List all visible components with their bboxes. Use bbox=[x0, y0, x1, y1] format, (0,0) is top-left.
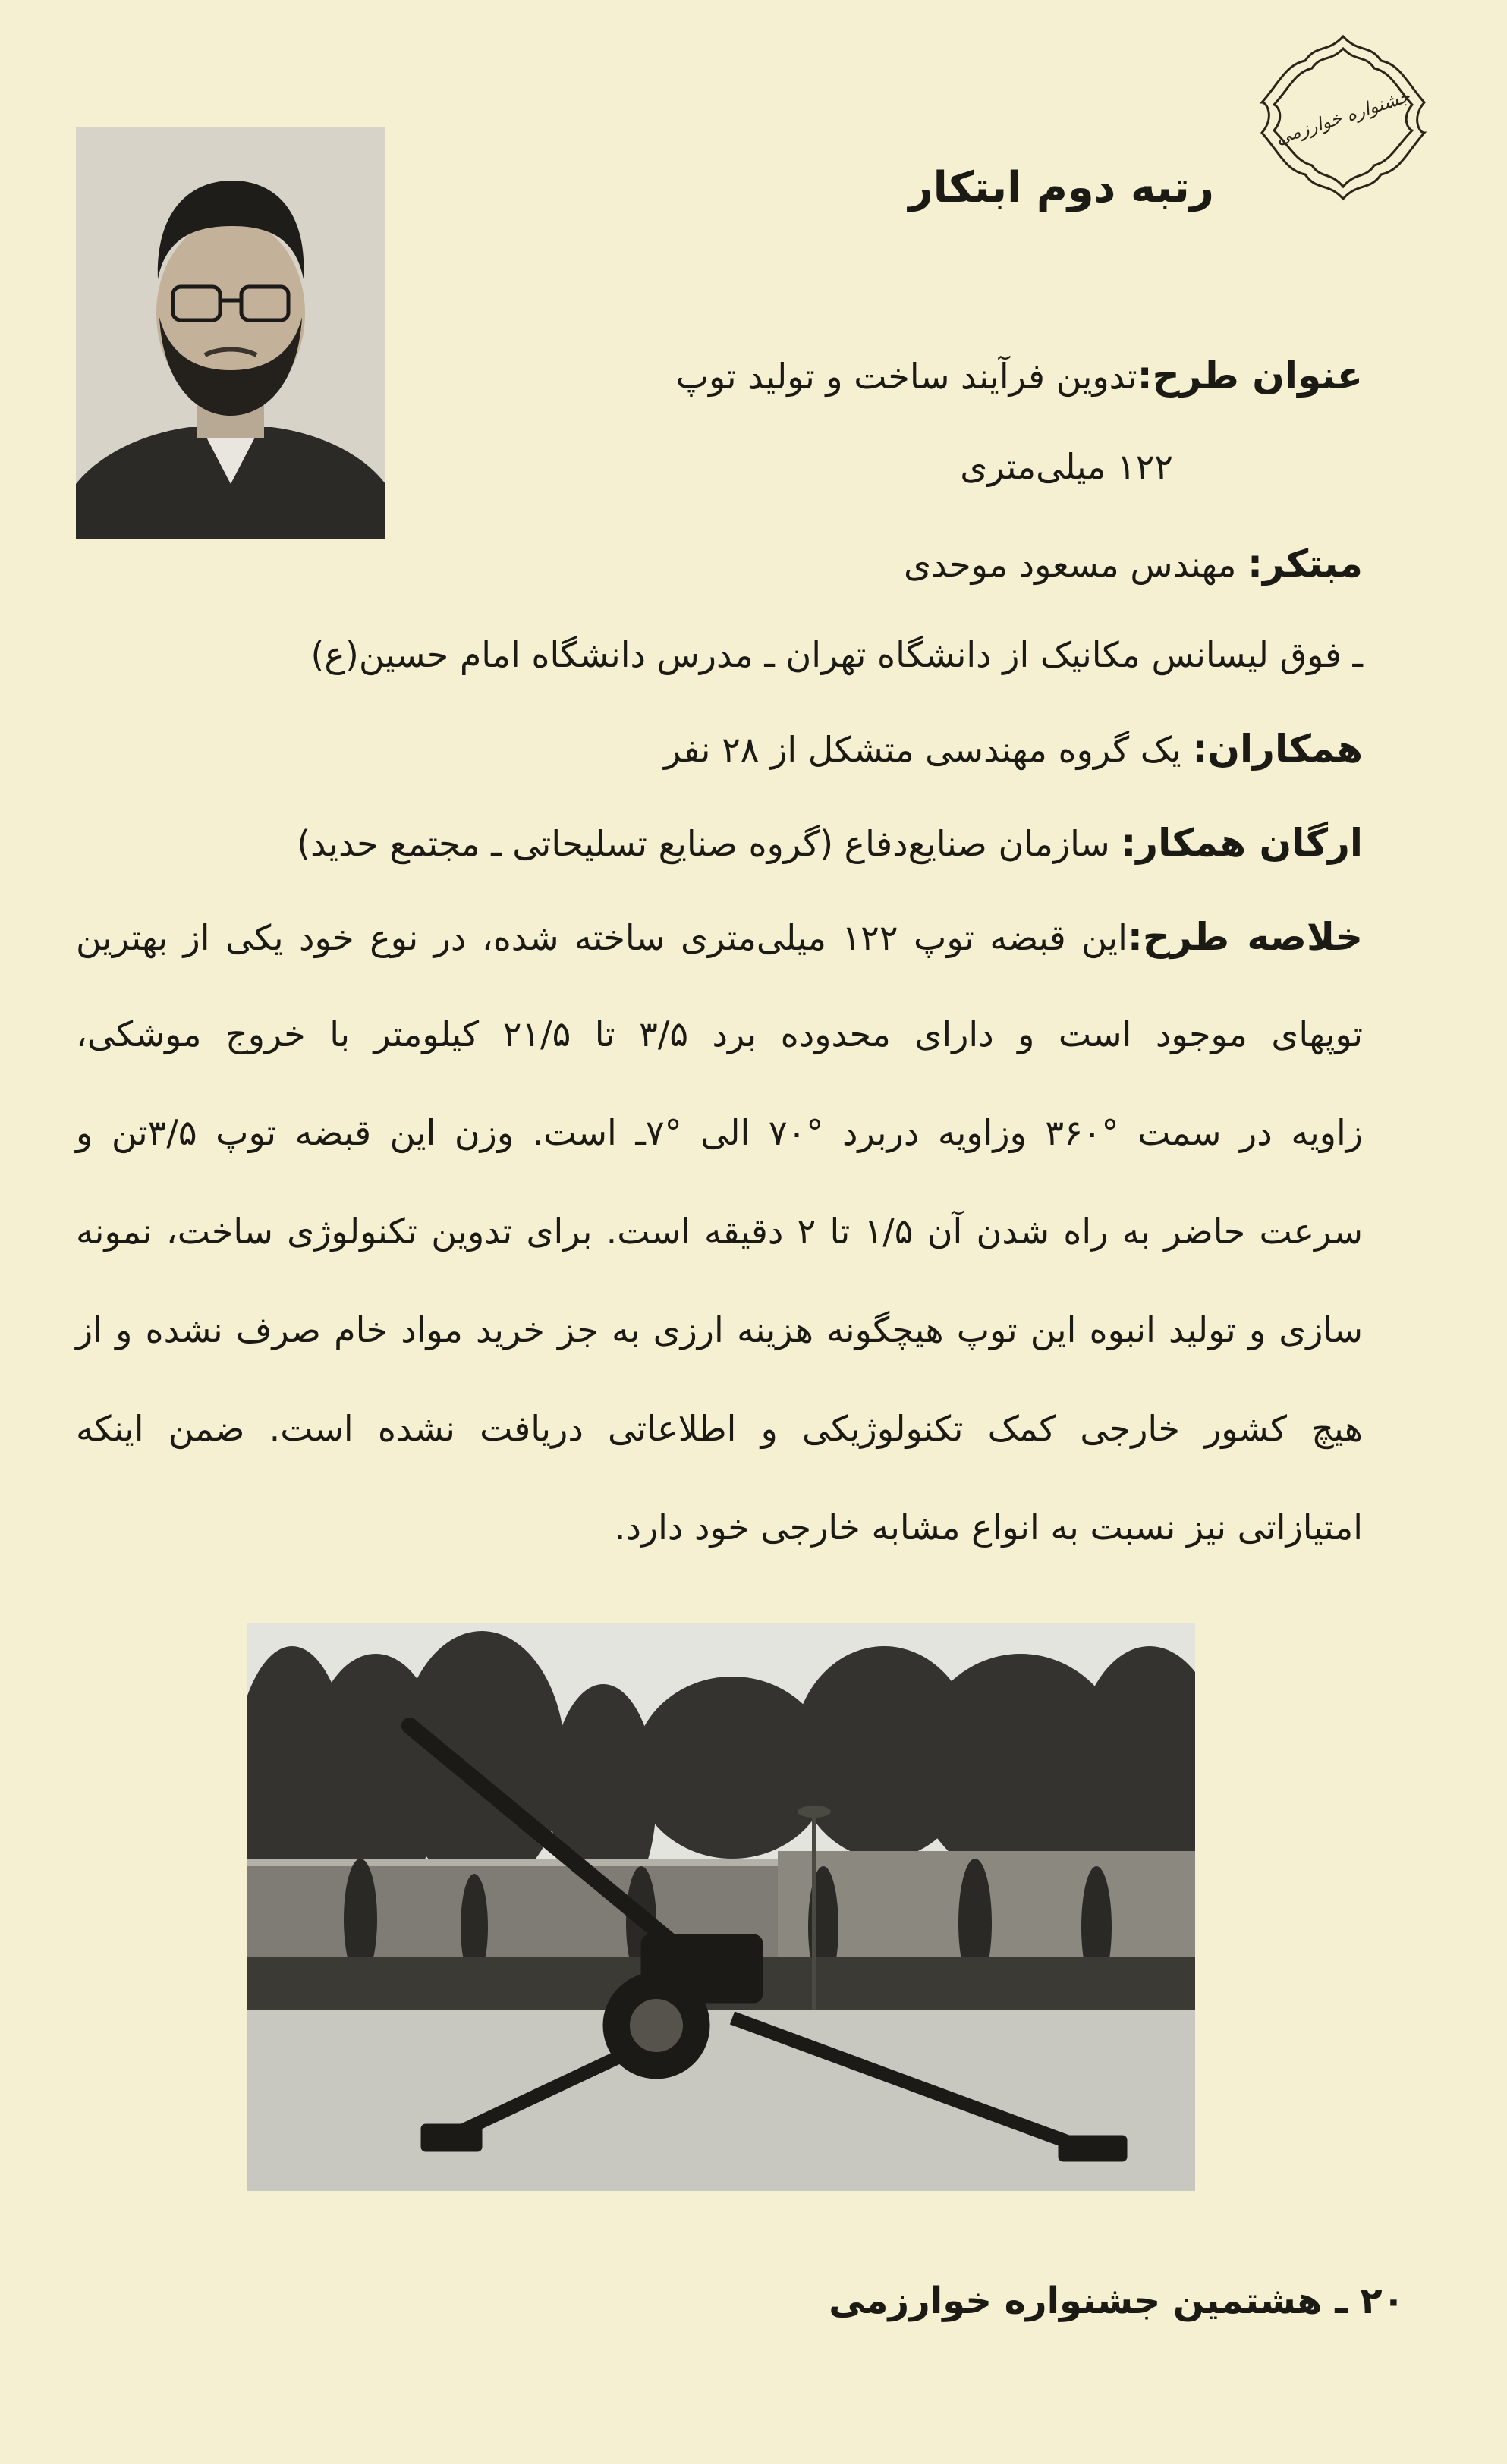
svg-text:جشنواره خوارزمی: جشنواره خوارزمی bbox=[1273, 85, 1413, 149]
summary-line-7: امتیازاتی نیز نسبت به انواع مشابه خارجی خود دارد. bbox=[614, 1507, 1363, 1548]
project-title-text: تدوین فرآیند ساخت و تولید توپ bbox=[675, 356, 1137, 397]
summary-line-6: هیچ کشور خارجی کمک تکنولوژیکی و اطلاعاتی دریافت نشده است. ضمن اینکه bbox=[76, 1408, 1363, 1449]
innovator-line bbox=[904, 542, 1363, 586]
partner-org-label: ارگان همکار: bbox=[1121, 821, 1363, 865]
summary-label: خلاصه طرح: bbox=[1127, 915, 1363, 959]
summary-line-2: توپهای موجود است و دارای محدوده برد ۳/۵ تا ۲۱/۵ کیلومتر با خروج موشکی، bbox=[76, 1014, 1364, 1054]
innovator-label: مبتکر: bbox=[1247, 542, 1363, 586]
innovator-name: مهندس مسعود موحدی bbox=[904, 544, 1237, 585]
page-footer: ۲۰ ـ هشتمین جشنواره خوارزمی bbox=[829, 2280, 1405, 2322]
summary-line-1 bbox=[76, 915, 1363, 959]
collaborators-text: یک گروه مهندسی متشکل از ۲۸ نفر bbox=[664, 729, 1181, 770]
project-title-label: عنوان طرح: bbox=[1137, 354, 1363, 398]
award-rank-title: رتبه دوم ابتکار bbox=[908, 163, 1214, 212]
innovator-bio: ـ فوق لیسانس مکانیک از دانشگاه تهران ـ مدرس دانشگاه امام حسین(ع) bbox=[310, 634, 1363, 675]
collaborators-label: همکاران: bbox=[1192, 727, 1363, 771]
project-title-line bbox=[675, 354, 1363, 398]
summary-line-4: سرعت حاضر به راه شدن آن ۱/۵ تا ۲ دقیقه است. برای تدوین تکنولوژی ساخت، نمونه bbox=[76, 1211, 1363, 1252]
howitzer-photo bbox=[247, 1623, 1195, 2191]
partner-org-text: سازمان صنایع‌دفاع (گروه صنایع تسلیحاتی ـ مجتمع حدید) bbox=[297, 823, 1110, 864]
summary-text: این قبضه توپ ۱۲۲ میلی‌متری ساخته شده، در نوع خود یکی از بهترین bbox=[76, 917, 1128, 958]
summary-line-5: سازی و تولید انبوه این توپ هیچگونه هزینه ارزی به جز خرید مواد خام صرف نشده و از bbox=[76, 1309, 1363, 1350]
summary-line-3: زاویه در سمت °۳۶۰ وزاویه دربرد °۷۰ الی °۷ـ است. وزن این قبضه توپ ۳/۵تن و bbox=[76, 1112, 1364, 1153]
project-title-line2: ۱۲۲ میلی‌متری bbox=[960, 446, 1173, 487]
collaborators-line bbox=[664, 727, 1363, 771]
innovator-portrait-photo bbox=[76, 127, 385, 539]
festival-emblem-icon bbox=[1256, 30, 1430, 205]
partner-org-line bbox=[297, 821, 1363, 865]
